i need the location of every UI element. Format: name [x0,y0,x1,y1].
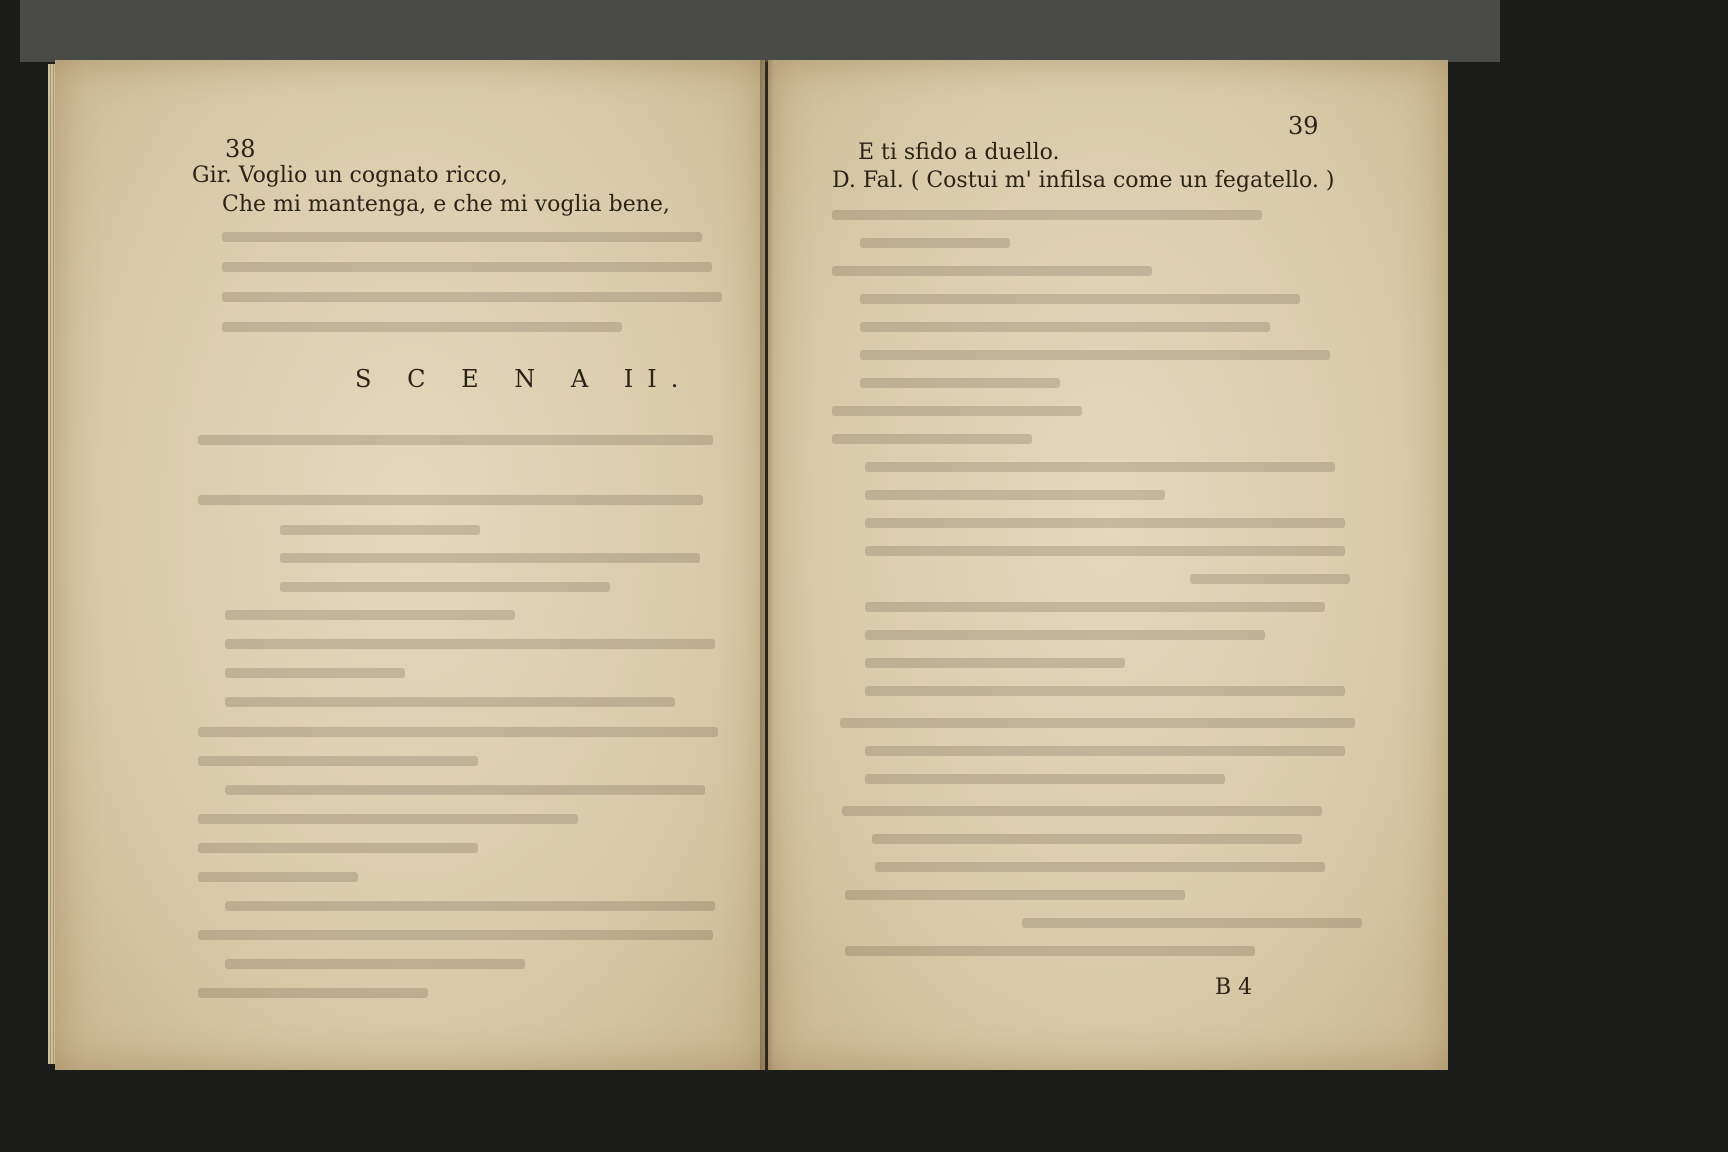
placeholder-line [198,727,718,737]
placeholder-line [198,814,578,824]
placeholder-line [198,435,713,445]
right-excerpt-line-1: E ti sfido a duello. [858,140,1060,165]
placeholder-line [872,834,1302,844]
placeholder-line [865,546,1345,556]
placeholder-line [865,658,1125,668]
placeholder-line [280,553,700,563]
placeholder-line [198,988,428,998]
placeholder-line [1190,574,1350,584]
right-page-number: 39 [1288,112,1319,140]
placeholder-line [225,959,525,969]
placeholder-line [865,490,1165,500]
placeholder-line [845,890,1185,900]
background-board [20,0,1500,62]
placeholder-line [832,406,1082,416]
placeholder-line [222,232,702,242]
placeholder-line [198,872,358,882]
scene-heading: S C E N A II. [355,365,693,393]
signature-mark: B 4 [1215,975,1253,1000]
left-excerpt-line-2: Che mi mantenga, e che mi voglia bene, [222,192,670,217]
placeholder-line [842,806,1322,816]
placeholder-line [832,210,1262,220]
placeholder-line [280,582,610,592]
placeholder-line [225,697,675,707]
placeholder-line [865,746,1345,756]
placeholder-line [225,639,715,649]
placeholder-line [280,525,480,535]
placeholder-line [225,901,715,911]
placeholder-line [832,266,1152,276]
placeholder-line [225,785,705,795]
placeholder-line [860,378,1060,388]
placeholder-line [875,862,1325,872]
placeholder-line [860,322,1270,332]
placeholder-line [198,843,478,853]
placeholder-line [865,630,1265,640]
placeholder-line [225,668,405,678]
placeholder-line [840,718,1355,728]
placeholder-line [225,610,515,620]
placeholder-line [222,292,722,302]
placeholder-line [222,322,622,332]
left-excerpt-line-1: Gir. Voglio un cognato ricco, [192,163,508,188]
placeholder-line [865,686,1345,696]
placeholder-line [845,946,1255,956]
placeholder-line [865,462,1335,472]
left-page-number: 38 [225,135,256,163]
placeholder-line [832,434,1032,444]
placeholder-line [865,602,1325,612]
placeholder-line [1022,918,1362,928]
placeholder-line [865,518,1345,528]
placeholder-line [860,350,1330,360]
placeholder-line [860,294,1300,304]
right-excerpt-line-2: D. Fal. ( Costui m' infilsa come un fegatello. ) [832,168,1335,193]
placeholder-line [198,756,478,766]
placeholder-line [222,262,712,272]
placeholder-line [198,495,703,505]
placeholder-line [865,774,1225,784]
placeholder-line [198,930,713,940]
book-gutter [760,60,774,1070]
placeholder-line [860,238,1010,248]
